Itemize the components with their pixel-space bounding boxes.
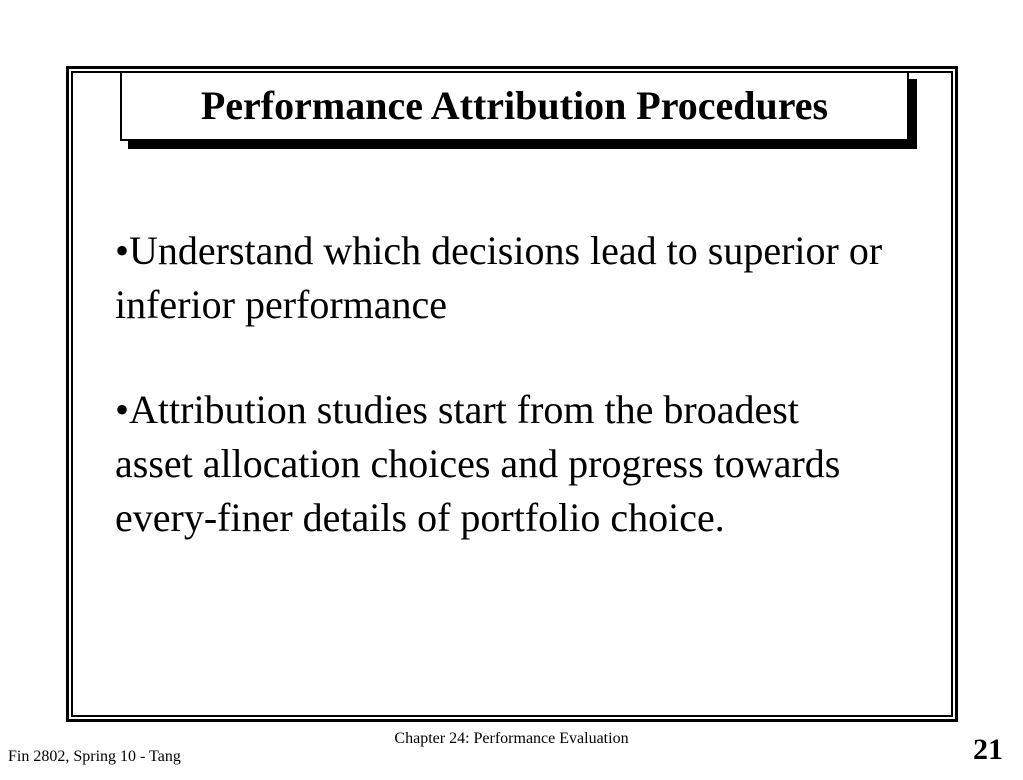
title-box xyxy=(120,71,909,141)
slide-title: Performance Attribution Procedures xyxy=(200,83,829,128)
bullet-point-1: •Understand which decisions lead to superior or inferior performance xyxy=(115,228,883,327)
slide-page-number: 21 xyxy=(973,733,1003,766)
footer-course-info: Fin 2802, Spring 10 - Tang xyxy=(8,748,181,765)
bullet-point-2: •Attribution studies start from the broadest asset allocation choices and progress towards every-finer details of portfolio choice. xyxy=(115,387,841,540)
footer-chapter-title: Chapter 24: Performance Evaluation xyxy=(394,730,629,747)
